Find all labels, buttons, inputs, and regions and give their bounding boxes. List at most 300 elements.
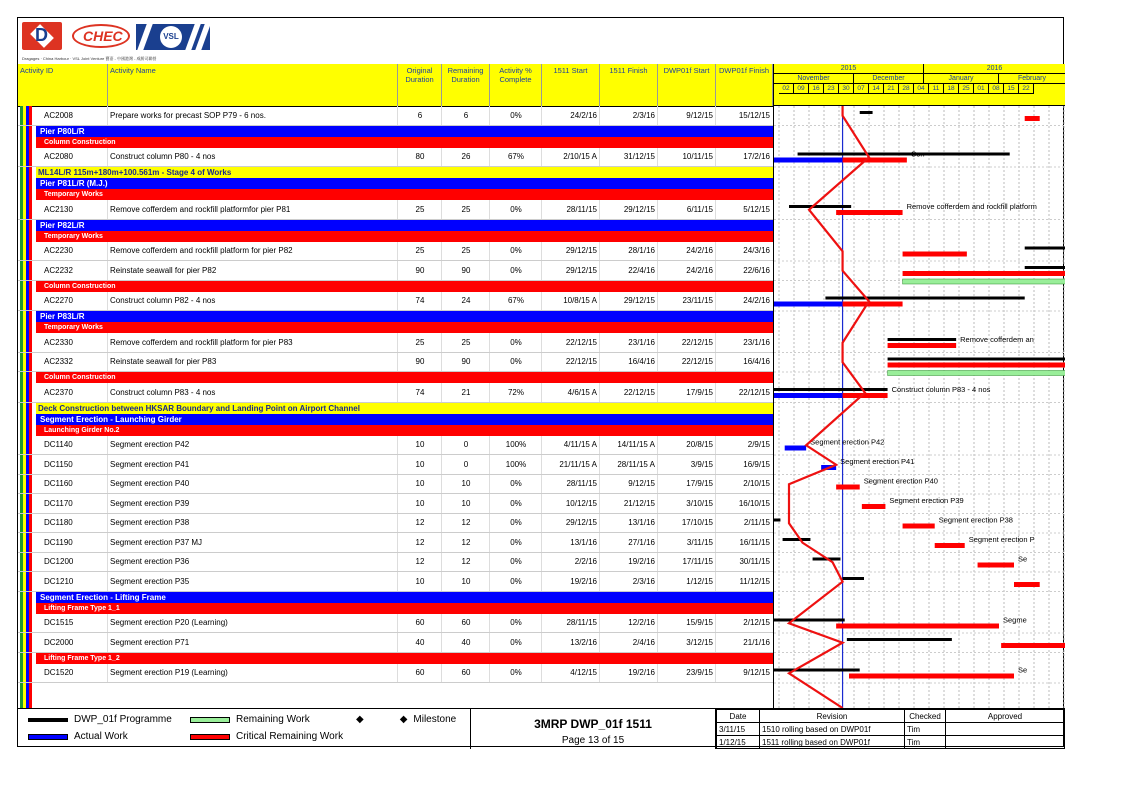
rev-approved: [946, 736, 1065, 749]
percent-complete: 0%: [510, 204, 522, 214]
critical-bar: [903, 252, 967, 257]
dwp-start: 24/2/16: [686, 265, 713, 275]
table-row[interactable]: [18, 242, 773, 262]
critical-bar: [1025, 116, 1040, 121]
section-band[interactable]: ML14L/R 115m+180m+100.561m - Stage 4 of Works: [36, 167, 773, 178]
schedule-sheet: [17, 17, 1064, 747]
critical-bar: [903, 271, 1065, 276]
dwp-finish: 2/12/15: [743, 618, 770, 628]
activity-id: DC1140: [44, 440, 73, 450]
dwp-bar: [798, 153, 1010, 156]
col-activity-id[interactable]: Activity ID: [18, 64, 108, 106]
dwp-start: 17/10/15: [681, 518, 713, 528]
bar-label: Segment erection P42: [810, 437, 885, 447]
activity-id: AC2270: [44, 296, 73, 306]
group-band[interactable]: Pier P80L/R: [36, 126, 773, 137]
rev-header-checked: Checked: [905, 710, 946, 723]
start-1511: 2/2/16: [574, 557, 597, 567]
dwp-bar: [1025, 266, 1065, 269]
percent-complete: 0%: [510, 265, 522, 275]
actual-bar: [774, 393, 843, 398]
bar-label: Segme: [1003, 615, 1027, 625]
table-row[interactable]: [18, 436, 773, 456]
dwp-finish: 24/2/16: [743, 296, 770, 306]
activity-id: DC2000: [44, 637, 74, 647]
bar-label: Con: [910, 149, 925, 159]
dwp-start: 3/10/15: [686, 498, 713, 508]
dwp-start: 9/12/15: [686, 110, 713, 120]
original-duration: 25: [415, 337, 425, 347]
table-row[interactable]: [18, 614, 773, 634]
month-november: November: [774, 74, 854, 84]
activity-id: DC1160: [44, 479, 73, 489]
dwp-start: 23/9/15: [686, 668, 713, 678]
percent-complete: 67%: [507, 152, 524, 162]
dwp-finish: 5/12/15: [743, 204, 770, 214]
chec-logo: CHEC: [72, 24, 130, 48]
timescale-day: 15: [1004, 84, 1019, 94]
finish-1511: 2/3/16: [632, 576, 655, 586]
rev-checked: Tim: [905, 736, 946, 749]
percent-complete: 0%: [510, 498, 522, 508]
dwp-start: 1/12/15: [686, 576, 713, 586]
timescale-header: [773, 64, 1065, 106]
group-band[interactable]: Segment Erection - Launching Girder: [36, 414, 773, 425]
activity-name: Segment erection P35: [110, 576, 190, 586]
table-row[interactable]: [18, 333, 773, 353]
rev-header-revision: Revision: [760, 710, 905, 723]
dwp-finish: 23/1/16: [743, 337, 770, 347]
original-duration: 60: [415, 668, 425, 678]
original-duration: 12: [415, 518, 425, 528]
actual-bar: [774, 158, 843, 163]
legend-milestone: ◆ ◆ Milestone: [356, 714, 457, 725]
dwp-finish: 16/4/16: [743, 357, 770, 367]
dwp-start: 15/9/15: [686, 618, 713, 628]
activity-table: [18, 106, 773, 708]
timescale-day: 07: [854, 84, 869, 94]
percent-complete: 0%: [510, 479, 522, 489]
original-duration: 60: [415, 618, 425, 628]
remaining-duration: 0: [463, 440, 469, 450]
percent-complete: 0%: [510, 668, 522, 678]
remaining-duration: 26: [461, 152, 471, 162]
activity-name: Reinstate seawall for pier P83: [110, 357, 217, 367]
activity-name: Segment erection P41: [110, 459, 190, 469]
bar-label: Segment erection P40: [863, 476, 938, 486]
activity-name: Segment erection P40: [110, 479, 190, 489]
dwp-finish: 24/3/16: [743, 246, 770, 256]
activity-name: Segment erection P71: [110, 637, 190, 647]
rev-date: 3/11/15: [717, 723, 760, 736]
activity-name: Segment erection P39: [110, 498, 190, 508]
bar-label: Construct column P83 - 4 nos: [891, 385, 991, 394]
timescale-day: 30: [839, 84, 854, 94]
activity-id: DC1150: [44, 459, 73, 469]
subgroup-band[interactable]: Column Construction: [36, 281, 773, 292]
dwp-bar: [888, 338, 957, 341]
activity-name: Remove cofferdem and rockfill platform for pier P83: [110, 337, 293, 347]
critical-bar: [1014, 582, 1040, 587]
percent-complete: 0%: [510, 637, 522, 647]
finish-1511: 29/12/15: [623, 296, 655, 306]
remaining-duration: 10: [461, 576, 471, 586]
dragages-logo: D: [22, 22, 62, 50]
finish-1511: 21/12/15: [623, 498, 655, 508]
timescale-day: 11: [929, 84, 944, 94]
timescale-day: 25: [959, 84, 974, 94]
page-number: Page 13 of 15: [561, 735, 625, 746]
rev-header-approved: Approved: [946, 710, 1065, 723]
timescale-day: 16: [809, 84, 824, 94]
dwp-finish: 2/11/15: [743, 518, 770, 528]
start-1511: 28/11/15: [566, 479, 597, 489]
title-block: [470, 709, 716, 749]
legend-actual: Actual Work: [28, 731, 128, 742]
critical-bar: [862, 504, 886, 509]
group-band[interactable]: Pier P81L/R (M.J.): [36, 178, 773, 189]
dwp-start: 22/12/15: [681, 337, 713, 347]
original-duration: 10: [415, 498, 425, 508]
finish-1511: 31/12/15: [623, 152, 655, 162]
legend-dwp: DWP_01f Programme: [28, 714, 172, 725]
subgroup-band[interactable]: Column Construction: [36, 372, 773, 383]
timescale-day: 09: [794, 84, 809, 94]
subgroup-band[interactable]: Temporary Works: [36, 189, 773, 200]
remaining-duration: 90: [461, 265, 471, 275]
finish-1511: 2/3/16: [632, 110, 655, 120]
gantt-chart: [773, 106, 1065, 708]
finish-1511: 29/12/15: [623, 204, 655, 214]
table-row[interactable]: [18, 106, 773, 126]
remaining-duration: 12: [461, 557, 471, 567]
dwp-finish: 21/1/16: [743, 637, 770, 647]
finish-1511: 16/4/16: [628, 357, 655, 367]
table-row[interactable]: [18, 533, 773, 553]
activity-name: Reinstate seawall for pier P82: [110, 265, 217, 275]
percent-complete: 0%: [510, 618, 522, 628]
start-1511: 10/12/15: [565, 498, 597, 508]
remaining-duration: 24: [461, 296, 471, 306]
table-row[interactable]: [18, 261, 773, 281]
timescale-day: 23: [824, 84, 839, 94]
table-row[interactable]: [18, 292, 773, 312]
start-1511: 4/12/15: [570, 668, 597, 678]
month-december: December: [854, 74, 924, 84]
dwp-bar: [774, 388, 888, 391]
finish-1511: 22/4/16: [628, 265, 655, 275]
vsl-logo: VSL: [136, 24, 210, 50]
dwp-start: 3/12/15: [686, 637, 713, 647]
col-dwp-start[interactable]: DWP01f Start: [658, 64, 716, 106]
table-row[interactable]: [18, 633, 773, 653]
critical-bar: [843, 302, 903, 307]
start-1511: 13/1/16: [570, 537, 597, 547]
finish-1511: 19/2/16: [628, 668, 655, 678]
section-band[interactable]: Deck Construction between HKSAR Boundary and Landing Point on Airport Channel: [36, 403, 773, 414]
rev-header-date: Date: [717, 710, 760, 723]
dwp-finish: 16/9/15: [743, 459, 770, 469]
start-1511: 4/11/15 A: [563, 440, 597, 450]
dwp-finish: 15/12/15: [738, 110, 770, 120]
original-duration: 12: [415, 537, 425, 547]
dwp-start: 10/11/15: [682, 152, 713, 162]
start-1511: 10/8/15 A: [563, 296, 597, 306]
activity-id: AC2230: [44, 246, 73, 256]
activity-id: DC1515: [44, 618, 74, 628]
remaining-duration: 12: [461, 518, 471, 528]
percent-complete: 100%: [505, 440, 527, 450]
finish-1511: 23/1/16: [628, 337, 655, 347]
finish-1511: 2/4/16: [632, 637, 655, 647]
percent-complete: 0%: [510, 576, 522, 586]
col-original-duration[interactable]: Original Duration: [398, 64, 442, 106]
start-1511: 22/12/15: [565, 337, 597, 347]
critical-bar: [836, 485, 860, 490]
actual-bar: [774, 302, 843, 307]
remaining-duration: 25: [461, 204, 471, 214]
start-1511: 24/2/16: [570, 110, 597, 120]
dwp-finish: 30/11/15: [739, 557, 770, 567]
start-1511: 4/6/15 A: [567, 387, 597, 397]
bar-label: Remove cofferdem an: [960, 335, 1034, 344]
table-row[interactable]: [18, 455, 773, 475]
finish-1511: 28/11/15 A: [617, 459, 655, 469]
critical-bar: [978, 563, 1014, 568]
col-1511-start[interactable]: 1511 Start: [542, 64, 600, 106]
subgroup-band[interactable]: Temporary Works: [36, 231, 773, 242]
timescale-day: 22: [1019, 84, 1034, 94]
col-dwp-finish[interactable]: DWP01f Finish: [716, 64, 773, 106]
rev-date: 1/12/15: [717, 736, 760, 749]
table-row[interactable]: [18, 148, 773, 168]
dwp-start: 17/9/15: [686, 387, 713, 397]
activity-id: AC2130: [44, 204, 73, 214]
legend-critical: Critical Remaining Work: [190, 731, 343, 742]
timescale-day: 21: [884, 84, 899, 94]
col-1511-finish[interactable]: 1511 Finish: [600, 64, 658, 106]
finish-1511: 13/1/16: [628, 518, 655, 528]
activity-name: Segment erection P42: [110, 440, 190, 450]
activity-name: Construct column P83 - 4 nos: [110, 387, 216, 397]
group-band[interactable]: Pier P82L/R: [36, 220, 773, 231]
revision-table: [716, 709, 1065, 749]
activity-id: AC2370: [44, 387, 73, 397]
table-row[interactable]: [18, 200, 773, 220]
activity-id: DC1200: [44, 557, 74, 567]
finish-1511: 14/11/15 A: [617, 440, 655, 450]
activity-id: AC2330: [44, 337, 73, 347]
remaining-duration: 10: [461, 498, 471, 508]
original-duration: 10: [415, 459, 425, 469]
activity-id: AC2080: [44, 152, 73, 162]
dwp-start: 17/9/15: [686, 479, 713, 489]
dwp-finish: 22/6/16: [743, 265, 770, 275]
dwp-bar: [774, 619, 845, 622]
critical-bar: [888, 363, 1065, 368]
original-duration: 40: [415, 637, 425, 647]
original-duration: 10: [415, 576, 425, 586]
activity-name: Segment erection P36: [110, 557, 190, 567]
remaining-duration: 0: [463, 459, 469, 469]
dwp-finish: 16/10/15: [738, 498, 770, 508]
start-1511: 2/10/15 A: [563, 152, 597, 162]
activity-name: Segment erection P19 (Learning): [110, 668, 228, 678]
activity-id: AC2008: [44, 110, 73, 120]
remaining-duration: 10: [461, 479, 471, 489]
col-pct-complete[interactable]: Activity % Complete: [490, 64, 542, 106]
table-row[interactable]: [18, 664, 773, 684]
dwp-finish: 11/12/15: [739, 576, 770, 586]
dwp-bar: [774, 519, 780, 522]
table-row[interactable]: [18, 353, 773, 373]
progress-line: [789, 106, 869, 708]
timescale-day: 18: [944, 84, 959, 94]
group-band[interactable]: Segment Erection - Lifting Frame: [36, 592, 773, 603]
actual-bar: [785, 446, 806, 451]
dwp-bar: [843, 577, 864, 580]
remaining-bar: [903, 279, 1065, 284]
timescale-day: 28: [899, 84, 914, 94]
table-row[interactable]: [18, 383, 773, 403]
dwp-finish: 2/9/15: [747, 440, 770, 450]
original-duration: 80: [415, 152, 425, 162]
bar-label: Segment erection P38: [938, 515, 1013, 525]
table-row[interactable]: [18, 475, 773, 495]
remaining-duration: 6: [463, 110, 469, 120]
dwp-start: 24/2/16: [686, 246, 713, 256]
subgroup-band[interactable]: Lifting Frame Type 1_2: [36, 653, 773, 664]
activity-id: DC1190: [44, 537, 73, 547]
rev-approved: [946, 723, 1065, 736]
activity-name: Segment erection P20 (Learning): [110, 618, 228, 628]
activity-id: DC1180: [44, 518, 73, 528]
bar-label: Remove cofferdem and rockfill platform: [906, 202, 1037, 211]
dwp-bar: [789, 205, 851, 208]
finish-1511: 12/2/16: [628, 618, 655, 628]
percent-complete: 0%: [510, 110, 522, 120]
bar-label: Se: [1018, 554, 1028, 564]
critical-bar: [849, 674, 1014, 679]
timescale-day: 01: [974, 84, 989, 94]
dwp-finish: 17/2/16: [743, 152, 770, 162]
finish-1511: 19/2/16: [628, 557, 655, 567]
percent-complete: 0%: [510, 246, 522, 256]
remaining-bar: [888, 371, 1065, 376]
remaining-duration: 25: [461, 337, 471, 347]
dwp-start: 6/11/15: [686, 204, 713, 214]
dwp-finish: 9/12/15: [743, 668, 770, 678]
dwp-bar: [1025, 247, 1065, 250]
timescale-day: 14: [869, 84, 884, 94]
table-row[interactable]: [18, 514, 773, 534]
remaining-duration: 40: [461, 637, 471, 647]
dwp-start: 3/11/15: [686, 537, 713, 547]
finish-1511: 9/12/15: [628, 479, 655, 489]
start-1511: 29/12/15: [565, 265, 597, 275]
bar-label: Segment erection P39: [889, 496, 964, 505]
original-duration: 90: [415, 357, 425, 367]
rev-text: 1510 rolling based on DWP01f: [760, 723, 905, 736]
dwp-start: 23/11/15: [682, 296, 713, 306]
jv-caption: Dragages · China Harbour · VSL Joint Venture 寶嘉 - 中國港灣 - 威勝司聯營: [22, 56, 157, 61]
table-row[interactable]: [18, 572, 773, 592]
critical-bar: [935, 543, 965, 548]
percent-complete: 67%: [507, 296, 524, 306]
col-remaining-duration[interactable]: Remaining Duration: [442, 64, 490, 106]
col-activity-name[interactable]: Activity Name: [108, 64, 398, 106]
activity-name: Remove cofferdem and rockfill platformfor pier P81: [110, 204, 291, 214]
original-duration: 10: [415, 440, 425, 450]
original-duration: 74: [415, 387, 425, 397]
original-duration: 10: [415, 479, 425, 489]
table-row[interactable]: [18, 494, 773, 514]
start-1511: 28/11/15: [566, 618, 597, 628]
table-header: [18, 64, 773, 107]
activity-id: DC1520: [44, 668, 74, 678]
start-1511: 29/12/15: [565, 518, 597, 528]
dwp-finish: 2/10/15: [743, 479, 770, 489]
original-duration: 90: [415, 265, 425, 275]
subgroup-band[interactable]: Launching Girder No.2: [36, 425, 773, 436]
original-duration: 25: [415, 204, 425, 214]
critical-bar: [836, 210, 902, 215]
dwp-bar: [783, 538, 811, 541]
table-row[interactable]: [18, 553, 773, 573]
critical-bar: [836, 624, 999, 629]
diamond-icon: ◆: [399, 714, 408, 725]
month-february: February: [999, 74, 1065, 84]
gantt-svg: [774, 106, 1065, 708]
legend-remaining: Remaining Work: [190, 714, 310, 725]
remaining-duration: 60: [461, 618, 471, 628]
dwp-start: 3/9/15: [690, 459, 713, 469]
activity-id: DC1210: [44, 576, 74, 586]
month-january: January: [924, 74, 999, 84]
activity-id: DC1170: [44, 498, 73, 508]
percent-complete: 72%: [507, 387, 524, 397]
diamond-icon: ◆: [356, 714, 364, 725]
percent-complete: 100%: [505, 459, 527, 469]
subgroup-band[interactable]: Temporary Works: [36, 322, 773, 333]
group-band[interactable]: Pier P83L/R: [36, 311, 773, 322]
dwp-bar: [860, 111, 873, 114]
footer: [18, 708, 1065, 749]
original-duration: 25: [415, 246, 425, 256]
dwp-start: 22/12/15: [681, 357, 713, 367]
subgroup-band[interactable]: Column Construction: [36, 137, 773, 148]
start-1511: 22/12/15: [565, 357, 597, 367]
start-1511: 21/11/15 A: [559, 459, 597, 469]
start-1511: 28/11/15: [566, 204, 597, 214]
percent-complete: 0%: [510, 337, 522, 347]
activity-name: Construct column P80 - 4 nos: [110, 152, 216, 162]
activity-name: Segment erection P38: [110, 518, 190, 528]
remaining-duration: 90: [461, 357, 471, 367]
dwp-finish: 22/12/15: [738, 387, 770, 397]
percent-complete: 0%: [510, 557, 522, 567]
critical-bar: [903, 524, 935, 529]
activity-name: Construct column P82 - 4 nos: [110, 296, 216, 306]
timescale-day: 04: [914, 84, 929, 94]
finish-1511: 22/12/15: [623, 387, 655, 397]
remaining-duration: 25: [461, 246, 471, 256]
subgroup-band[interactable]: Lifting Frame Type 1_1: [36, 603, 773, 614]
original-duration: 74: [415, 296, 425, 306]
year-2016: 2016: [924, 64, 1065, 74]
activity-name: Remove cofferdem and rockfill platform for pier P82: [110, 246, 293, 256]
original-duration: 12: [415, 557, 425, 567]
